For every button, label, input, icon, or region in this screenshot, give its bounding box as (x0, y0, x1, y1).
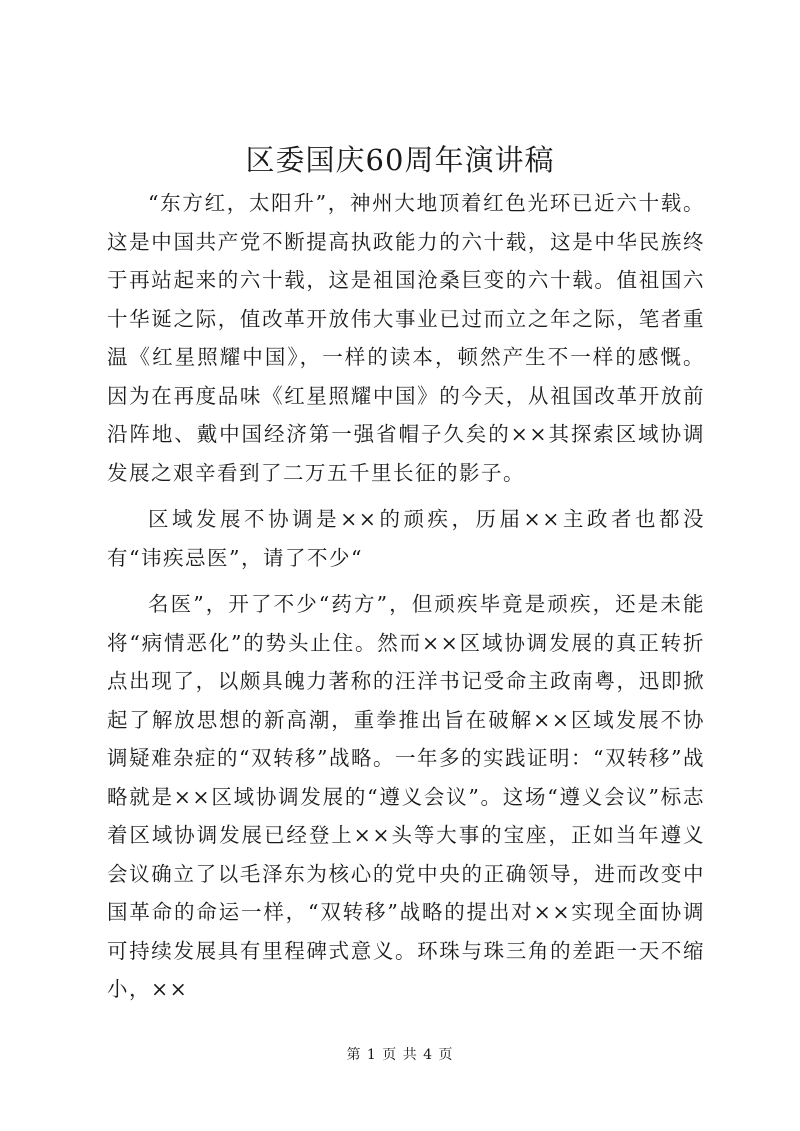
document-title: 区委国庆60周年演讲稿 (245, 143, 555, 177)
paragraph-1: “东方红，太阳升”，神州大地顶着红色光环已近六十载。这是中国共产党不断提高执政能力的六十载，这是中华民族终于再站起来的六十载，这是祖国沧桑巨变的六十载。值祖国六十华诞之际，值改革开放伟大事业已过而立之年之际，笔者重温《红星照耀中国》，一样的读本，顿然产生不一样的感慨。因为在再度品味《红星照耀中国》的今天，从祖国改革开放前沿阵地、戴中国经济第一强省帽子久矣的××其探索区域协调发展之艰辛看到了二万五千里长征的影子。 (107, 191, 705, 485)
document-body (107, 184, 705, 1009)
page-footer: 第 1 页 共 4 页 (346, 1047, 454, 1063)
paragraph-2: 区域发展不协调是××的顽疾，历届××主政者也都没有“讳疾忌医”，请了不少“ (107, 507, 705, 570)
paragraph-3: 名医”，开了不少“药方”，但顽疾毕竟是顽疾，还是未能将“病情恶化”的势头止住。然而××区域协调发展的真正转折点出现了，以颇具魄力著称的汪洋书记受命主政南粤，迅即掀起了解放思想的新高潮，重拳推出旨在破解××区域发展不协调疑难杂症的“双转移”战略。一年多的实践证明：“双转移”战略就是××区域协调发展的“遵义会议”。这场“遵义会议”标志着区域协调发展已经登上××头等大事的宝座，正如当年遵义会议确立了以毛泽东为核心的党中央的正确领导，进而改变中国革命的命运一样，“双转移”战略的提出对××实现全面协调可持续发展具有里程碑式意义。环珠与珠三角的差距一天不缩小，×× (107, 592, 705, 1001)
